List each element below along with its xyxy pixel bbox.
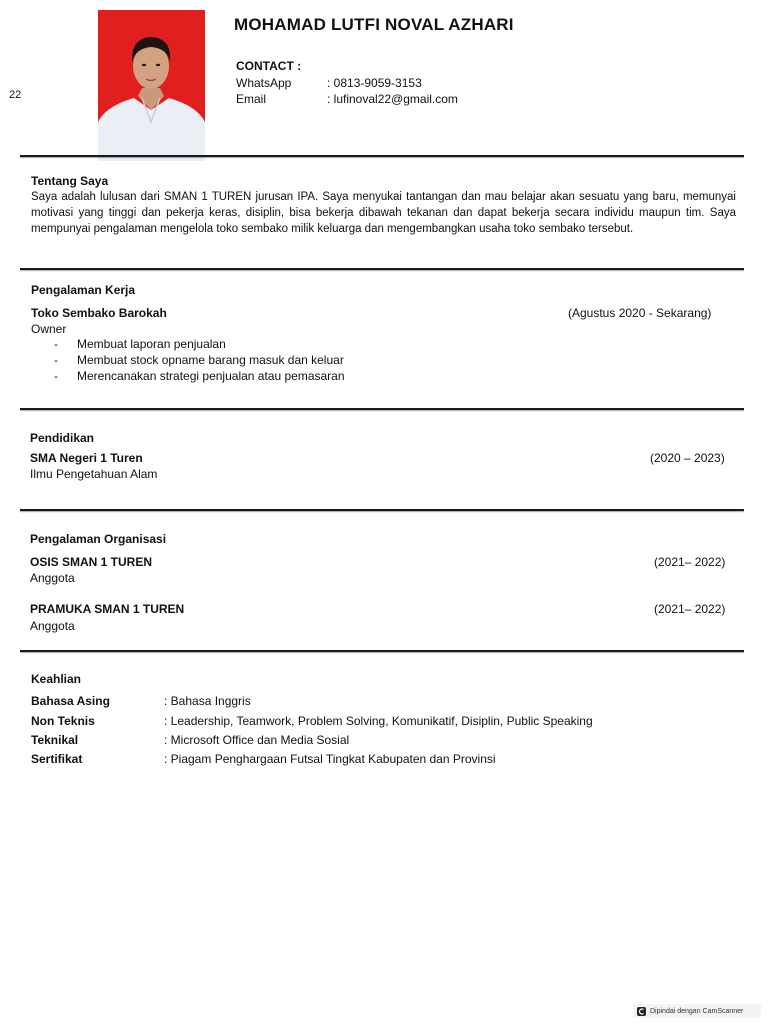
organization-role: Anggota [30,571,75,585]
scanner-text: Dipindai dengan CamScanner [650,1007,744,1015]
about-heading: Tentang Saya [31,174,109,188]
section-divider [20,509,744,511]
skill-label: Bahasa Asing [31,694,110,708]
contact-heading: CONTACT : [236,59,302,73]
work-period: (Agustus 2020 - Sekarang) [568,306,712,320]
section-divider [20,408,744,410]
work-company: Toko Sembako Barokah [31,306,167,320]
person-portrait-icon [98,10,205,161]
whatsapp-label: WhatsApp [236,76,292,90]
organization-heading: Pengalaman Organisasi [30,532,167,546]
section-divider [20,268,744,270]
section-divider [20,155,744,157]
email-value: : lufinoval22@gmail.com [327,92,458,106]
work-bullet-list [54,336,345,384]
list-item-text: Merencanakan strategi penjualan atau pemasaran [77,369,345,383]
education-school: SMA Negeri 1 Turen [30,451,143,465]
page-number: 22 [9,89,22,101]
about-text: Saya adalah lulusan dari SMAN 1 TUREN jurusan IPA. Saya menyukai tantangan dan mau belajar akan sesuatu yang baru, memunyai motivasi yang tinggi dan pekerja keras, disiplin, bisa bekerja dibawah tekanan dan dapat bekerja secara individu maupun tim. Saya mempunyai pengalaman mengelola toko sembako milik keluarga dan mengembangkan usaha toko sembako tersebut. [31,191,736,235]
organization-name: OSIS SMAN 1 TUREN [30,555,153,569]
skill-value: : Bahasa Inggris [164,694,251,708]
whatsapp-value: : 0813-9059-3153 [327,76,422,90]
list-item: - Merencanakan strategi penjualan atau pemasaran [54,369,345,383]
skill-value: : Leadership, Teamwork, Problem Solving, Komunikatif, Disiplin, Public Speaking [164,714,593,728]
skill-row [31,714,593,728]
skill-label: Non Teknis [31,714,95,728]
contact-whatsapp-row [236,76,422,90]
list-item: - Membuat stock opname barang masuk dan keluar [54,353,344,367]
skills-heading: Keahlian [31,672,82,686]
list-item: - Membuat laporan penjualan [54,337,226,351]
skill-value: : Microsoft Office dan Media Sosial [164,733,350,747]
candidate-name: MOHAMAD LUTFI NOVAL AZHARI [234,15,514,34]
organization-name: PRAMUKA SMAN 1 TUREN [30,602,185,616]
skill-value: : Piagam Penghargaan Futsal Tingkat Kabupaten dan Provinsi [164,752,496,766]
list-item-text: Membuat laporan penjualan [77,337,226,351]
skill-label: Teknikal [31,733,79,747]
camscanner-icon [637,1007,646,1016]
work-role: Owner [31,322,67,336]
list-item-text: Membuat stock opname barang masuk dan keluar [77,353,344,367]
organization-period: (2021– 2022) [654,555,726,569]
organization-role: Anggota [30,619,75,633]
contact-email-row [236,92,458,106]
education-heading: Pendidikan [30,431,95,445]
education-period: (2020 – 2023) [650,451,725,465]
camscanner-watermark [633,1004,761,1018]
skill-row [31,694,251,708]
section-divider [20,650,744,652]
organization-period: (2021– 2022) [654,602,726,616]
profile-photo [98,10,205,161]
education-major: Ilmu Pengetahuan Alam [30,467,158,481]
email-label: Email [236,92,267,106]
skill-label: Sertifikat [31,752,83,766]
work-heading: Pengalaman Kerja [31,283,136,297]
skill-row [31,752,496,766]
skill-row [31,733,349,747]
